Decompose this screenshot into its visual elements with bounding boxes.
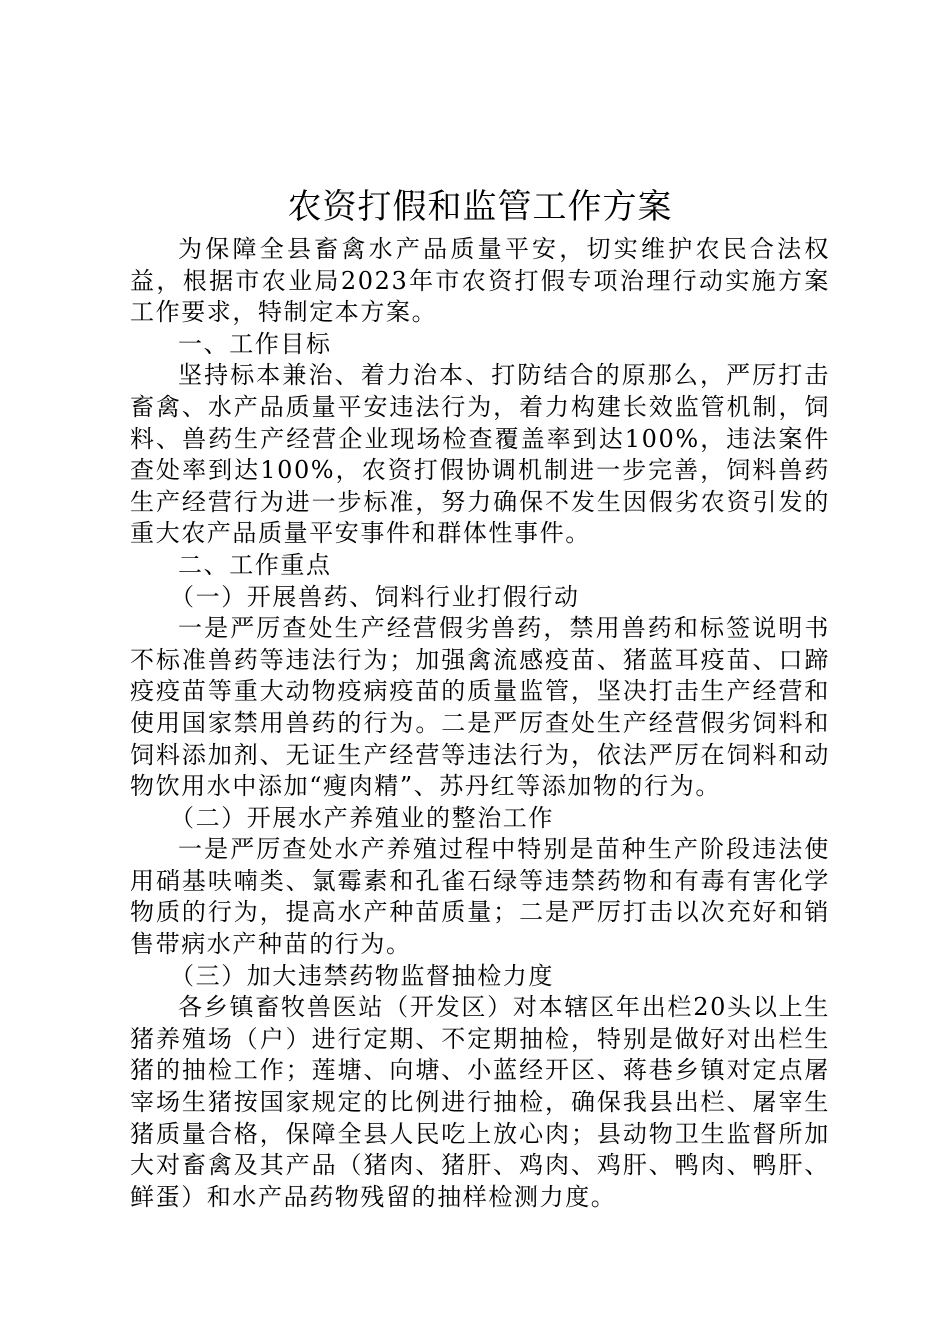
subsection-heading-vet-feed: （一）开展兽药、饲料行业打假行动 xyxy=(170,582,580,611)
intro-paragraph: 为保障全县畜禽水产品质量平安，切实维护农民合法权益，根据市农业局2023年市农资打假专项治理行动实施方案工作要求，特制定本方案。 xyxy=(130,235,830,327)
vet-feed-paragraph: 一是严厉查处生产经营假劣兽药，禁用兽药和标签说明书不标准兽药等违法行为；加强禽流感疫苗、猪蓝耳疫苗、口蹄疫疫苗等重大动物疫病疫苗的质量监管，坚决打击生产经营和使用国家禁用兽药的行为。二是严厉查处生产经营假劣饲料和饲料添加剂、无证生产经营等违法行为，依法严厉在饲料和动物饮用水中添加“瘦肉精”、苏丹红等添加物的行为。 xyxy=(130,614,830,801)
aquaculture-paragraph: 一是严厉查处水产养殖过程中特别是苗种生产阶段违法使用硝基呋喃类、氯霉素和孔雀石绿等违禁药物和有毒有害化学物质的行为，提高水产种苗质量；二是严厉打击以次充好和销售带病水产种苗的行为。 xyxy=(130,835,830,959)
goals-paragraph: 坚持标本兼治、着力治本、打防结合的原那么，严厉打击畜禽、水产品质量平安违法行为，着力构建长效监管机制，饲料、兽药生产经营企业现场检查覆盖率到达100%，违法案件查处率到达100%，农资打假协调机制进一步完善，饲料兽药生产经营行为进一步标准，努力确保不发生因假劣农资引发的重大农产品质量平安事件和群体性事件。 xyxy=(130,361,830,548)
section-heading-focus: 二、工作重点 xyxy=(178,550,332,579)
subsection-heading-drug-inspection: （三）加大违禁药物监督抽检力度 xyxy=(170,961,554,990)
drug-inspection-paragraph: 各乡镇畜牧兽医站（开发区）对本辖区年出栏20头以上生猪养殖场（户）进行定期、不定期抽检，特别是做好对出栏生猪的抽检工作；莲塘、向塘、小蓝经开区、蒋巷乡镇对定点屠宰场生猪按国家规定的比例进行抽检，确保我县出栏、屠宰生猪质量合格，保障全县人民吃上放心肉；县动物卫生监督所加大对畜禽及其产品（猪肉、猪肝、鸡肉、鸡肝、鸭肉、鸭肝、鲜蛋）和水产品药物残留的抽样检测力度。 xyxy=(130,993,830,1211)
subsection-heading-aquaculture: （二）开展水产养殖业的整治工作 xyxy=(170,803,554,832)
document-title: 农资打假和监管工作方案 xyxy=(287,187,673,227)
section-heading-goals: 一、工作目标 xyxy=(178,329,332,358)
document-page xyxy=(130,184,830,1213)
